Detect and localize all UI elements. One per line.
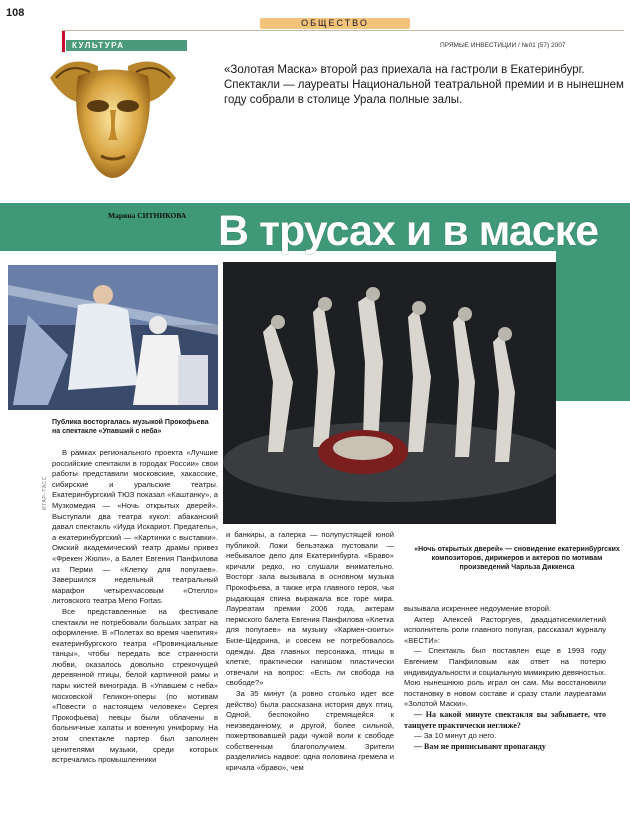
article-column-3 (404, 604, 606, 752)
rubric-label: КУЛЬТУРА (66, 40, 187, 51)
photo-credit: ИТАР–ТАСС (42, 476, 48, 510)
opera-photo (8, 265, 218, 410)
photo-caption-left: Публика восторгалась музыкой Прокофьева на спектакле «Упавший с неба» (52, 419, 209, 435)
page-number: 108 (6, 7, 25, 19)
article-column-2 (226, 530, 394, 774)
paragraph: Все представленные на фестивале спектакли не потребовали больших затрат на оформление. В «Полетах во время чаепития» екатеринбургского театра «Провинциальные танцы», чтобы передать все странности любви, оказалось довольно стрекочущей деревянной птицы, белой картинной рамы и пары кистей винограда. В «Упавшем с неба» московской Геликон-оперы (по мотивам «Повести о настоящем человеке» Сергея Прокофьева) певцы были облачены в больничные халаты и военную униформу. На этом спектакле партер был заполнен ценителями музыки, среди которых встречались промышленники (52, 606, 218, 765)
author-byline: Марина СИТНИКОВА (108, 211, 187, 220)
paragraph: Актер Алексей Расторгуев, двадцатисемилетний исполнитель роли главного попугая, рассказал журналу «ВЕСТИ»: (404, 614, 606, 645)
interview-question: — На какой минуте спектакля вы забываете, что танцуете практически неглиже? (404, 709, 606, 730)
header-rule (62, 30, 624, 31)
publication-info: ПРЯМЫЕ ИНВЕСТИЦИИ / №01 (57) 2007 (440, 42, 566, 49)
golden-mask-image (38, 48, 188, 198)
paragraph: и банкиры, а галерка — полупустящей юной публикой. Ложи бельэтажа пустовали — небывалое дело для Екатеринбурга. «Браво» кричали редко, но слушали внимательно. Восторг зала вызывала в основном музыка Прокофьева, а также игра главного героя, чья рыдающая спина выражала все горе мира. Лауреатам премии 2006 года, актерам пермского балета Евгения Панфилова «Клетка для попугаев» на музыку «Кармен-сюиты» Бизе-Щедрина, и совсем не потребовалось одежды. Два главных персонажа, птицы в клетке, практически нагишом пластически отвечали на вопрос: «Есть ли свобода на свободе?» (226, 530, 394, 688)
paragraph: вызывала искреннее недоумение второй. (404, 604, 552, 613)
article-column-1 (52, 448, 218, 766)
lead-paragraph: «Золотая Маска» второй раз приехала на гастроли в Екатеринбург. Спектакли — лауреаты Национальной театральной премии и в нынешнем году собрали в столице Урала полные залы. (224, 64, 624, 106)
interview-answer: — За 10 минут до него. (414, 731, 497, 741)
paragraph: В рамках регионального проекта «Лучшие российские спектакли в городах России» свои работы представили московские, хакасские, сибирские и уральские театры. Екатеринбургский ТЮЗ показал «Каштанку», а Музкомедия — «Ночь открытых дверей». Выступали два театра кукол: абаканский давал спектакль «Иуда Искариот. Предатель», а екатеринбургский — «Картинки с выставки». Омский академический театр драмы привез «Фрекен Жюли», а Балет Евгения Панфилова из Перми — «Клетку для попугаев». Завершился недельный театральный марафон четырехчасовым «Отелло» литовского театра Meno Fortas. (52, 448, 218, 606)
dance-ensemble-photo (223, 262, 556, 524)
paragraph: За 35 минут (а ровно столько идет все действо) была рассказана история двух птиц. Одной, беспокойно стремящейся к неизведанному, и другой, более сильной, пожертвовавшей ради чужой воли к свободе собственным благополучием. Зрители разделились надвое: одна половина гремела и кричала «браво», чем (226, 688, 394, 773)
section-tab: ОБЩЕСТВО (260, 18, 410, 29)
headline: В трусах и в маске (218, 207, 599, 255)
side-accent-strip (556, 251, 630, 401)
photo-caption-right: «Ночь открытых дверей» — сновидение екатеринбургских композиторов, дирижеров и актеров по мотивам произведений Чарльза Диккенса (414, 546, 620, 571)
paragraph: — Спектакль был поставлен еще в 1993 году Евгением Панфиловым как ответ на потерю индивидуальности и социальную мимикрию девяностых. Мою нынешнюю роль играл он сам. Мы восстановили постановку в новом составе и сразу стали лауреатами «Золотой Маски». (404, 646, 606, 709)
interview-question: — Вам не приписывают пропаганду (414, 741, 546, 751)
